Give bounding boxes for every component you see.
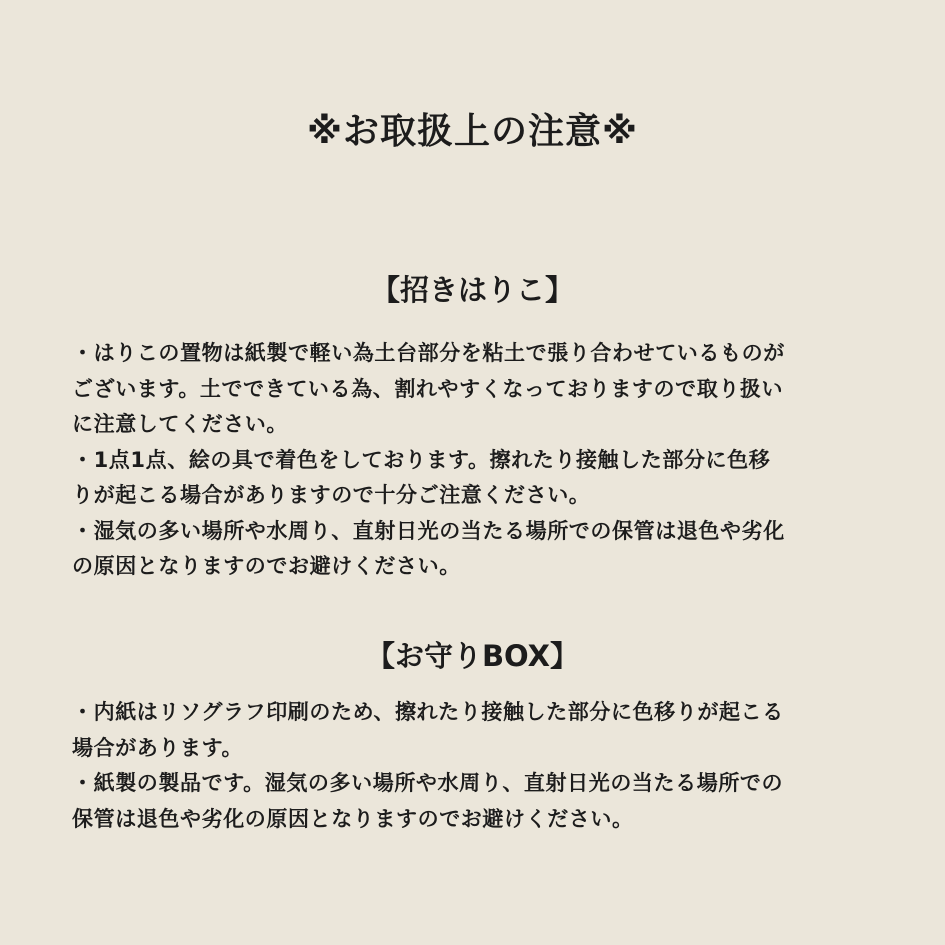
body-line: に注意してください。 xyxy=(72,412,288,436)
body-line: りが起こる場合がありますので十分ご注意ください。 xyxy=(72,483,591,507)
page-title: ※お取扱上の注意※ xyxy=(307,111,638,152)
body-line: ・1点1点、絵の具で着色をしております。擦れたり接触した部分に色移 xyxy=(72,447,771,472)
section-body-omamori-box xyxy=(72,695,892,837)
section-heading-maneki-hariko: 【招きはりこ】 xyxy=(370,273,574,307)
body-line: ・内紙はリソグラフ印刷のため、擦れたり接触した部分に色移りが起こる xyxy=(72,700,784,724)
body-line: の原因となりますのでお避けください。 xyxy=(72,554,461,578)
body-line: ・紙製の製品です。湿気の多い場所や水周り、直射日光の当たる場所での xyxy=(72,771,784,795)
body-line: 保管は退色や劣化の原因となりますのでお避けください。 xyxy=(72,806,634,831)
body-line: 場合があります。 xyxy=(72,735,244,760)
body-line: ・はりこの置物は紙製で軽い為土台部分を粘土で張り合わせているものが xyxy=(72,341,785,365)
body-line: ございます。土でできている為、割れやすくなっておりますので取り扱い xyxy=(72,376,784,401)
section-heading-omamori-box: 【お守りBOX】 xyxy=(365,639,580,673)
section-body-maneki-hariko xyxy=(72,336,892,585)
body-line: ・湿気の多い場所や水周り、直射日光の当たる場所での保管は退色や劣化 xyxy=(72,518,785,543)
